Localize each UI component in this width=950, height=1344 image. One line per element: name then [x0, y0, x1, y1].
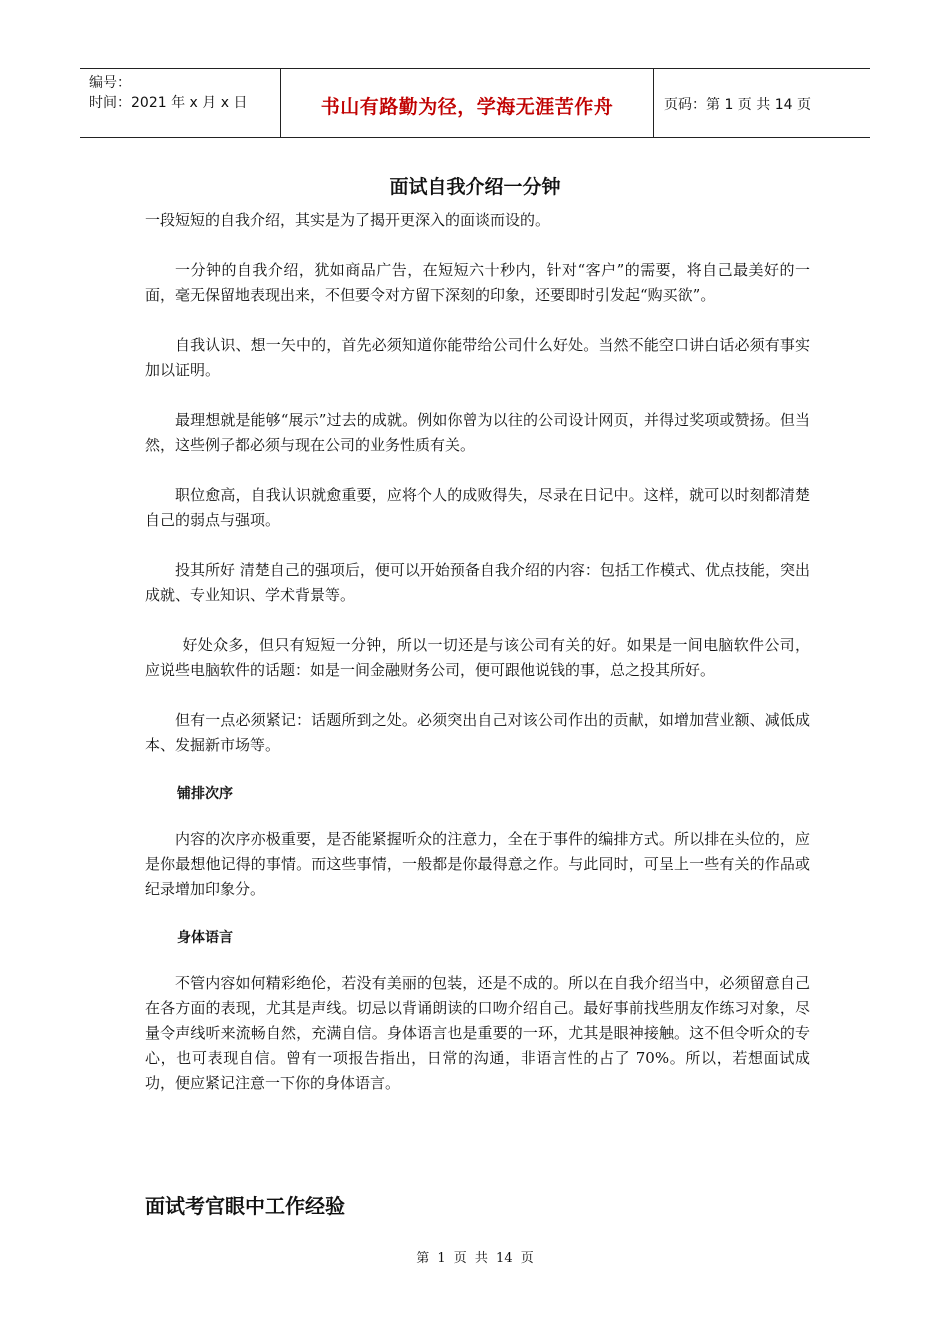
subheading-order: 铺排次序 — [177, 786, 233, 802]
header-meta-cell — [80, 69, 281, 137]
paragraph: 投其所好 清楚自己的强项后，便可以开始预备自我介绍的内容：包括工作模式、优点技能，突出成就、专业知识、学术背景等。 — [145, 561, 810, 604]
paragraph: 最理想就是能够“展示”过去的成就。例如你曾为以往的公司设计网页，并得过奖项或赞扬。但当然，这些例子都必须与现在公司的业务性质有关。 — [145, 411, 810, 454]
paragraph: 自我认识、想一矢中的，首先必须知道你能带给公司什么好处。当然不能空口讲白话必须有事实加以证明。 — [145, 336, 810, 379]
paragraph-intro: 一段短短的自我介绍，其实是为了揭开更深入的面谈而设的。 — [145, 211, 551, 229]
document-number-label: 编号： — [89, 75, 131, 91]
paragraph: 一分钟的自我介绍，犹如商品广告，在短短六十秒内，针对“客户”的需要，将自己最美好的一面，毫无保留地表现出来，不但要令对方留下深刻的印象，还要即时引发起“购买欲”。 — [145, 261, 810, 304]
paragraph: 好处众多，但只有短短一分钟，所以一切还是与该公司有关的好。如果是一间电脑软件公司，应说些电脑软件的话题：如是一间金融财务公司，便可跟他说钱的事，总之投其所好。 — [145, 636, 810, 679]
document-body — [145, 208, 810, 1121]
document-date: 时间：2021 年 x 月 x 日 — [89, 95, 248, 111]
paragraph: 内容的次序亦极重要，是否能紧握听众的注意力，全在于事件的编排方式。所以排在头位的，应是你最想他记得的事情。而这些事情，一般都是你最得意之作。与此同时，可呈上一些有关的作品或纪录增加印象分。 — [145, 830, 810, 898]
subheading-body-language: 身体语言 — [177, 930, 233, 946]
header-motto: 书山有路勤为径，学海无涯苦作舟 — [281, 69, 654, 137]
document-title: 面试自我介绍一分钟 — [389, 176, 561, 198]
page-footer: 第 1 页 共 14 页 — [416, 1251, 534, 1266]
section-heading: 面试考官眼中工作经验 — [145, 1194, 345, 1218]
paragraph: 职位愈高，自我认识就愈重要，应将个人的成败得失，尽录在日记中。这样，就可以时刻都清楚自己的弱点与强项。 — [145, 486, 810, 529]
paragraph: 但有一点必须紧记：话题所到之处。必须突出自己对该公司作出的贡献，如增加营业额、减低成本、发掘新市场等。 — [145, 711, 810, 754]
header-table — [80, 68, 870, 138]
header-page-info: 页码：第 1 页 共 14 页 — [664, 97, 811, 113]
paragraph: 不管内容如何精彩绝伦，若没有美丽的包装，还是不成的。所以在自我介绍当中，必须留意自己在各方面的表现，尤其是声线。切忌以背诵朗读的口吻介绍自己。最好事前找些朋友作练习对象，尽量令声线听来流畅自然，充满自信。身体语言也是重要的一环，尤其是眼神接触。这不但令听众的专心，也可表现自信。曾有一项报告指出，日常的沟通，非语言性的占了 70%。所以，若想面试成功，便应紧记注意一下你的身体语言。 — [145, 974, 810, 1092]
